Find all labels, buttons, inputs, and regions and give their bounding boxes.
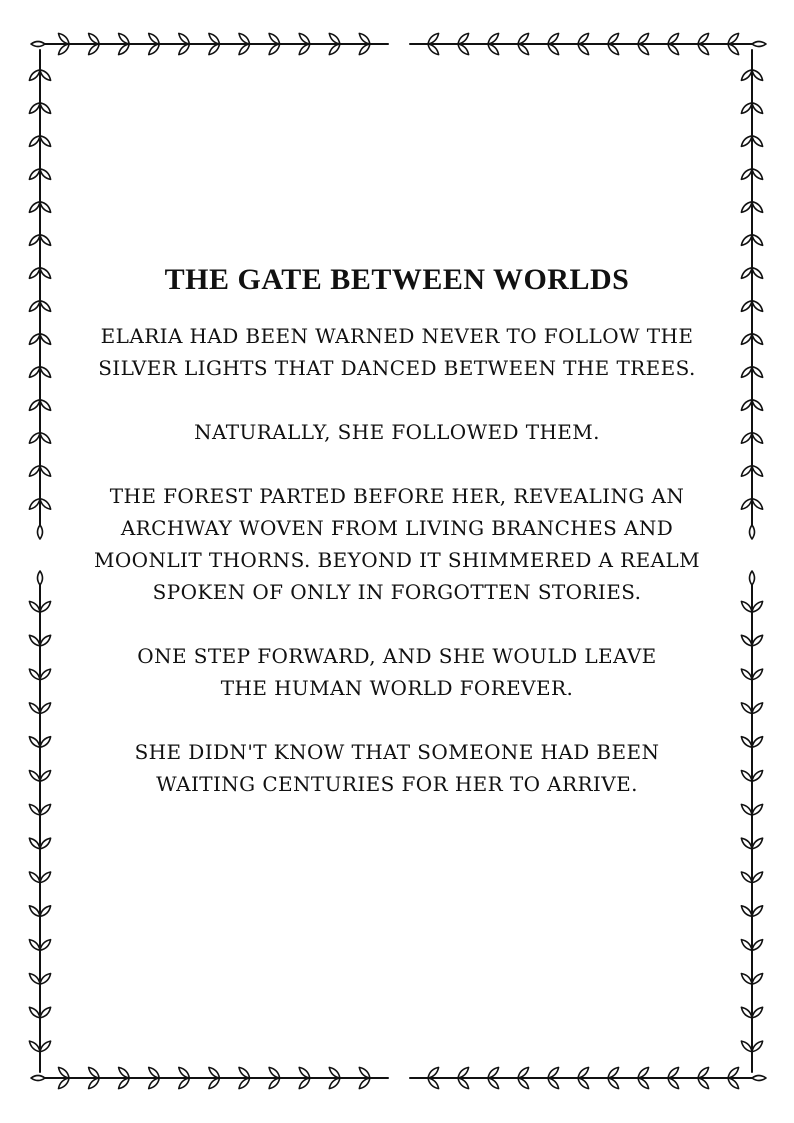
leaf-icon: [89, 33, 100, 44]
leaf-icon: [608, 33, 619, 44]
leaf-icon: [741, 703, 752, 714]
leaf-icon: [40, 136, 51, 147]
leaf-icon: [458, 44, 469, 55]
leaf-icon: [179, 1067, 190, 1078]
leaf-icon: [29, 235, 40, 246]
leaf-icon: [89, 44, 100, 55]
leaf-icon: [29, 601, 40, 612]
leaf-icon: [741, 235, 752, 246]
story-paragraph-1: ELARIA HAD BEEN WARNED NEVER TO FOLLOW THE SILVER LIGHTS THAT DANCED BETWEEN THE TREES.: [98, 324, 696, 380]
leaf-icon: [40, 268, 51, 279]
leaf-icon: [329, 33, 340, 44]
leaf-icon: [59, 33, 70, 44]
leaf-icon: [40, 466, 51, 477]
leaf-icon: [548, 33, 559, 44]
story-paragraph-4: ONE STEP FORWARD, AND SHE WOULD LEAVE THE HUMAN WORLD FOREVER.: [137, 644, 657, 700]
leaf-icon: [29, 301, 40, 312]
leaf-icon: [518, 44, 529, 55]
leaf-icon: [269, 44, 280, 55]
leaf-icon: [29, 703, 40, 714]
leaf-icon: [752, 400, 763, 411]
leaf-icon: [741, 301, 752, 312]
leaf-icon: [119, 44, 130, 55]
leaf-icon: [668, 1067, 679, 1078]
leaf-icon: [741, 1041, 752, 1052]
leaf-icon: [119, 1067, 130, 1078]
leaf-icon: [428, 44, 439, 55]
leaf-icon: [40, 601, 51, 612]
leaf-icon: [38, 571, 43, 585]
leaf-icon: [359, 1067, 370, 1078]
leaf-icon: [149, 1067, 160, 1078]
leaf-icon: [40, 940, 51, 951]
leaf-icon: [752, 202, 763, 213]
leaf-icon: [59, 44, 70, 55]
leaf-icon: [458, 1078, 469, 1089]
leaf-icon: [752, 367, 763, 378]
leaf-icon: [752, 872, 763, 883]
leaf-icon: [359, 44, 370, 55]
leaf-icon: [299, 1067, 310, 1078]
story-paragraph-5: SHE DIDN'T KNOW THAT SOMEONE HAD BEEN WAITING CENTURIES FOR HER TO ARRIVE.: [134, 740, 660, 796]
leaf-icon: [741, 838, 752, 849]
leaf-icon: [29, 1007, 40, 1018]
leaf-icon: [29, 70, 40, 81]
leaf-icon: [750, 525, 755, 539]
leaf-icon: [239, 1067, 250, 1078]
leaf-icon: [40, 1041, 51, 1052]
leaf-icon: [428, 1067, 439, 1078]
leaf-icon: [752, 1007, 763, 1018]
leaf-icon: [752, 42, 766, 47]
leaf-icon: [752, 974, 763, 985]
leaf-icon: [209, 1067, 220, 1078]
leaf-icon: [698, 1067, 709, 1078]
leaf-icon: [359, 1078, 370, 1089]
leaf-icon: [59, 1067, 70, 1078]
leaf-icon: [40, 804, 51, 815]
leaf-icon: [728, 1067, 739, 1078]
leaf-icon: [741, 1007, 752, 1018]
leaf-icon: [428, 1078, 439, 1089]
leaf-icon: [29, 635, 40, 646]
leaf-icon: [29, 838, 40, 849]
leaf-icon: [149, 44, 160, 55]
leaf-icon: [741, 872, 752, 883]
leaf-icon: [31, 1076, 45, 1081]
leaf-icon: [89, 1067, 100, 1078]
leaf-icon: [29, 367, 40, 378]
leaf-icon: [741, 499, 752, 510]
leaf-icon: [741, 601, 752, 612]
leaf-icon: [488, 1067, 499, 1078]
leaf-icon: [741, 268, 752, 279]
page-title: THE GATE BETWEEN WORLDS: [164, 263, 630, 296]
leaf-icon: [40, 367, 51, 378]
leaf-icon: [728, 44, 739, 55]
leaf-icon: [209, 33, 220, 44]
leaf-icon: [40, 872, 51, 883]
leaf-icon: [752, 669, 763, 680]
leaf-icon: [29, 974, 40, 985]
leaf-icon: [741, 906, 752, 917]
leaf-icon: [608, 1067, 619, 1078]
leaf-icon: [40, 669, 51, 680]
leaf-icon: [89, 1078, 100, 1089]
leaf-icon: [40, 771, 51, 782]
leaf-icon: [741, 103, 752, 114]
leaf-icon: [299, 1078, 310, 1089]
leaf-icon: [29, 466, 40, 477]
leaf-icon: [752, 466, 763, 477]
leaf-icon: [638, 44, 649, 55]
leaf-icon: [40, 1007, 51, 1018]
leaf-icon: [752, 703, 763, 714]
leaf-icon: [40, 635, 51, 646]
leaf-icon: [239, 44, 250, 55]
leaf-icon: [741, 202, 752, 213]
leaf-icon: [578, 1067, 589, 1078]
leaf-icon: [40, 499, 51, 510]
leaf-icon: [179, 33, 190, 44]
leaf-icon: [329, 1078, 340, 1089]
leaf-icon: [40, 301, 51, 312]
leaf-icon: [752, 103, 763, 114]
leaf-icon: [29, 804, 40, 815]
leaf-icon: [752, 635, 763, 646]
leaf-icon: [458, 1067, 469, 1078]
leaf-icon: [548, 1078, 559, 1089]
story-text-block: [80, 262, 714, 832]
leaf-icon: [752, 70, 763, 81]
leaf-icon: [752, 169, 763, 180]
leaf-icon: [741, 400, 752, 411]
leaf-icon: [518, 1067, 529, 1078]
leaf-icon: [608, 44, 619, 55]
leaf-icon: [59, 1078, 70, 1089]
leaf-icon: [29, 103, 40, 114]
leaf-icon: [752, 601, 763, 612]
leaf-icon: [752, 737, 763, 748]
leaf-icon: [40, 334, 51, 345]
leaf-icon: [119, 33, 130, 44]
leaf-icon: [741, 804, 752, 815]
leaf-icon: [518, 1078, 529, 1089]
leaf-icon: [179, 44, 190, 55]
leaf-icon: [40, 433, 51, 444]
leaf-icon: [752, 433, 763, 444]
leaf-icon: [548, 1067, 559, 1078]
leaf-icon: [638, 33, 649, 44]
leaf-icon: [741, 136, 752, 147]
leaf-icon: [578, 1078, 589, 1089]
leaf-icon: [29, 169, 40, 180]
leaf-icon: [29, 136, 40, 147]
leaf-icon: [29, 872, 40, 883]
leaf-icon: [31, 42, 45, 47]
leaf-icon: [40, 169, 51, 180]
leaf-icon: [149, 1078, 160, 1089]
leaf-icon: [29, 940, 40, 951]
leaf-icon: [752, 301, 763, 312]
leaf-icon: [728, 33, 739, 44]
leaf-icon: [29, 334, 40, 345]
leaf-icon: [329, 44, 340, 55]
leaf-icon: [608, 1078, 619, 1089]
leaf-icon: [29, 202, 40, 213]
leaf-icon: [269, 1078, 280, 1089]
leaf-icon: [752, 804, 763, 815]
leaf-icon: [752, 771, 763, 782]
leaf-icon: [29, 1041, 40, 1052]
leaf-icon: [299, 44, 310, 55]
story-paragraph-3: THE FOREST PARTED BEFORE HER, REVEALING AN ARCHWAY WOVEN FROM LIVING BRANCHES AND MOONLIT THORNS. BEYOND IT SHIMMERED A REALM SPOKEN OF ONLY IN FORGOTTEN STORIES.: [94, 484, 700, 604]
leaf-icon: [741, 974, 752, 985]
leaf-icon: [40, 400, 51, 411]
leaf-icon: [668, 1078, 679, 1089]
leaf-icon: [741, 635, 752, 646]
leaf-icon: [40, 202, 51, 213]
leaf-icon: [29, 433, 40, 444]
leaf-icon: [239, 1078, 250, 1089]
leaf-icon: [698, 1078, 709, 1089]
leaf-icon: [38, 525, 43, 539]
leaf-icon: [209, 1078, 220, 1089]
leaf-icon: [698, 33, 709, 44]
leaf-icon: [752, 838, 763, 849]
leaf-icon: [40, 103, 51, 114]
leaf-icon: [741, 334, 752, 345]
leaf-icon: [179, 1078, 190, 1089]
leaf-icon: [750, 571, 755, 585]
leaf-icon: [29, 906, 40, 917]
leaf-icon: [741, 669, 752, 680]
leaf-icon: [40, 838, 51, 849]
leaf-icon: [668, 44, 679, 55]
leaf-icon: [741, 367, 752, 378]
leaf-icon: [329, 1067, 340, 1078]
leaf-icon: [269, 33, 280, 44]
leaf-icon: [741, 771, 752, 782]
leaf-icon: [548, 44, 559, 55]
leaf-icon: [752, 235, 763, 246]
leaf-icon: [29, 669, 40, 680]
leaf-icon: [578, 33, 589, 44]
leaf-icon: [752, 1041, 763, 1052]
leaf-icon: [149, 33, 160, 44]
leaf-icon: [578, 44, 589, 55]
leaf-icon: [359, 33, 370, 44]
leaf-icon: [428, 33, 439, 44]
leaf-icon: [29, 737, 40, 748]
leaf-icon: [209, 44, 220, 55]
leaf-icon: [119, 1078, 130, 1089]
leaf-icon: [741, 433, 752, 444]
leaf-icon: [29, 400, 40, 411]
leaf-icon: [752, 906, 763, 917]
leaf-icon: [752, 334, 763, 345]
leaf-icon: [40, 974, 51, 985]
leaf-icon: [299, 33, 310, 44]
leaf-icon: [488, 1078, 499, 1089]
leaf-icon: [269, 1067, 280, 1078]
leaf-icon: [638, 1067, 649, 1078]
leaf-icon: [741, 466, 752, 477]
leaf-icon: [698, 44, 709, 55]
leaf-icon: [239, 33, 250, 44]
leaf-icon: [488, 44, 499, 55]
leaf-icon: [752, 136, 763, 147]
leaf-icon: [40, 703, 51, 714]
leaf-icon: [638, 1078, 649, 1089]
leaf-icon: [752, 940, 763, 951]
leaf-icon: [741, 169, 752, 180]
leaf-icon: [518, 33, 529, 44]
leaf-icon: [741, 940, 752, 951]
leaf-icon: [741, 737, 752, 748]
leaf-icon: [40, 906, 51, 917]
leaf-icon: [40, 70, 51, 81]
leaf-icon: [488, 33, 499, 44]
leaf-icon: [752, 268, 763, 279]
leaf-icon: [40, 737, 51, 748]
leaf-icon: [29, 771, 40, 782]
leaf-icon: [752, 1076, 766, 1081]
leaf-icon: [40, 235, 51, 246]
leaf-icon: [752, 499, 763, 510]
leaf-icon: [741, 70, 752, 81]
leaf-icon: [728, 1078, 739, 1089]
leaf-icon: [458, 33, 469, 44]
leaf-icon: [29, 499, 40, 510]
story-paragraph-2: NATURALLY, SHE FOLLOWED THEM.: [194, 420, 600, 444]
leaf-icon: [29, 268, 40, 279]
leaf-icon: [668, 33, 679, 44]
